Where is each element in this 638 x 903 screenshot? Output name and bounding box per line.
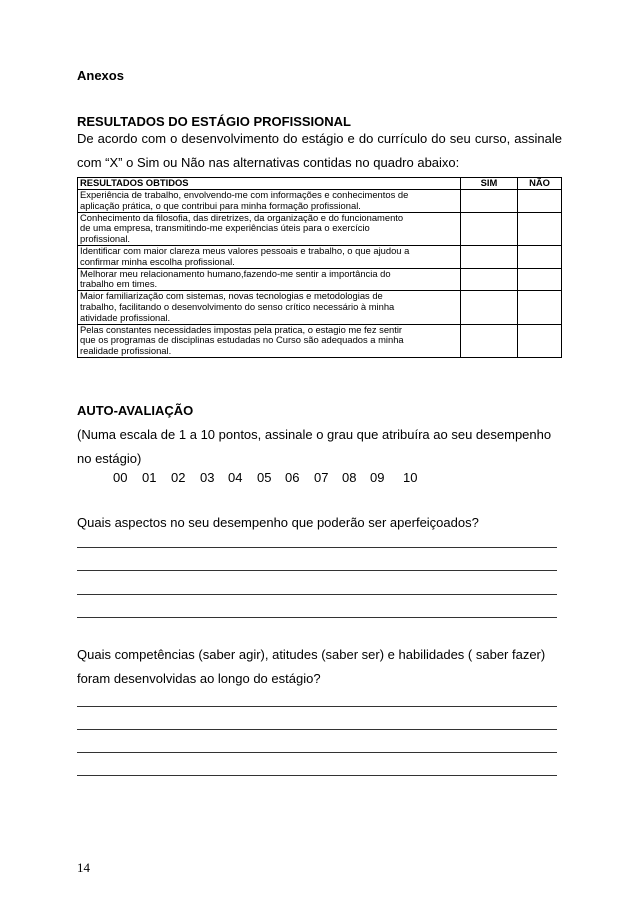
result-text-line: aplicação prática, o que contribui para minha formação profissional. <box>80 199 361 211</box>
result-text-line: profissional. <box>80 233 131 245</box>
result-text-line: atividade profissional. <box>80 311 171 323</box>
header-yes: SIM <box>461 178 518 190</box>
yes-checkbox-cell[interactable] <box>461 291 518 324</box>
yes-checkbox-cell[interactable] <box>461 245 518 268</box>
header-results-obtained: RESULTADOS OBTIDOS <box>78 178 461 190</box>
result-description-cell <box>78 190 461 213</box>
question-competencies-line-2: foram desenvolvidas ao longo do estágio? <box>77 671 321 686</box>
table-row <box>78 291 562 324</box>
result-text-line: trabalho, facilitando o desenvolvimento do senso crítico necessário à minha <box>80 300 395 312</box>
yes-checkbox-cell[interactable] <box>461 268 518 291</box>
result-description-cell <box>78 268 461 291</box>
scale-option[interactable]: 00 <box>113 470 128 485</box>
result-text-line: trabalho em times. <box>80 278 158 290</box>
answer-line[interactable] <box>77 594 557 595</box>
scale-option[interactable]: 10 <box>403 470 418 485</box>
result-description-cell <box>78 291 461 324</box>
scale-option[interactable]: 07 <box>314 470 329 485</box>
result-text-line: realidade profissional. <box>80 345 172 357</box>
no-checkbox-cell[interactable] <box>518 324 562 357</box>
no-checkbox-cell[interactable] <box>518 291 562 324</box>
answer-line[interactable] <box>77 547 557 548</box>
question-competencies <box>77 643 562 691</box>
annex-heading: Anexos <box>77 68 124 83</box>
table-row <box>78 245 562 268</box>
table-row <box>78 212 562 245</box>
question-competencies-line-1: Quais competências (saber agir), atitudes (saber ser) e habilidades ( saber fazer) <box>77 647 546 662</box>
result-text-line: de uma empresa, transmitindo-me experiências úteis para o exercício <box>80 222 370 234</box>
no-checkbox-cell[interactable] <box>518 245 562 268</box>
result-text-line: Identificar com maior clareza meus valores pessoais e trabalho, o que ajudou a <box>80 244 410 256</box>
page-number: 14 <box>77 860 90 875</box>
result-text-line: Pelas constantes necessidades impostas pela pratica, o estagio me fez sentir <box>80 323 403 335</box>
scale-option[interactable]: 01 <box>142 470 157 485</box>
result-description-cell <box>78 324 461 357</box>
results-intro-line-2: com “X” o Sim ou Não nas alternativas contidas no quadro abaixo: <box>77 155 460 170</box>
answer-line[interactable] <box>77 570 557 571</box>
no-checkbox-cell[interactable] <box>518 190 562 213</box>
yes-checkbox-cell[interactable] <box>461 190 518 213</box>
results-intro-line-1: De acordo com o desenvolvimento do estágio e do currículo do seu curso, assinale <box>77 131 562 146</box>
self-evaluation-instruction <box>77 423 562 471</box>
header-no: NÃO <box>518 178 562 190</box>
result-text-line: Maior familiarização com sistemas, novas tecnologias e metodologias de <box>80 290 383 302</box>
scale-option[interactable]: 09 <box>370 470 385 485</box>
question-improvement: Quais aspectos no seu desempenho que poderão ser aperfeiçoados? <box>77 515 479 530</box>
answer-line[interactable] <box>77 729 557 730</box>
no-checkbox-cell[interactable] <box>518 212 562 245</box>
table-row <box>78 268 562 291</box>
result-text-line: que os programas de disciplinas estudadas no Curso são adequados a minha <box>80 334 404 346</box>
scale-option[interactable]: 02 <box>171 470 186 485</box>
yes-checkbox-cell[interactable] <box>461 212 518 245</box>
result-description-cell <box>78 212 461 245</box>
results-section-title: RESULTADOS DO ESTÁGIO PROFISSIONAL <box>77 114 351 129</box>
answer-line[interactable] <box>77 617 557 618</box>
result-description-cell <box>78 245 461 268</box>
result-text-line: Conhecimento da filosofia, das diretrizes, da organização e do funcionamento <box>80 211 404 223</box>
results-intro <box>77 127 562 175</box>
answer-line[interactable] <box>77 752 557 753</box>
table-row <box>78 190 562 213</box>
yes-checkbox-cell[interactable] <box>461 324 518 357</box>
scale-option[interactable]: 04 <box>228 470 243 485</box>
instruction-line-1: (Numa escala de 1 a 10 pontos, assinale o grau que atribuíra ao seu desempenho <box>77 427 552 442</box>
instruction-line-2: no estágio) <box>77 451 142 466</box>
table-row <box>78 324 562 357</box>
results-table-header-row <box>78 178 562 190</box>
scale-option[interactable]: 08 <box>342 470 357 485</box>
scale-option[interactable]: 06 <box>285 470 300 485</box>
answer-line[interactable] <box>77 775 557 776</box>
scale-option[interactable]: 03 <box>200 470 215 485</box>
result-text-line: Melhorar meu relacionamento humano,fazendo-me sentir a importância do <box>80 267 391 279</box>
result-text-line: Experiência de trabalho, envolvendo-me com informações e conhecimentos de <box>80 189 409 200</box>
results-table <box>77 177 562 358</box>
self-evaluation-title: AUTO-AVALIAÇÃO <box>77 403 194 418</box>
no-checkbox-cell[interactable] <box>518 268 562 291</box>
result-text-line: confirmar minha escolha profissional. <box>80 255 235 267</box>
answer-line[interactable] <box>77 706 557 707</box>
scale-option[interactable]: 05 <box>257 470 272 485</box>
